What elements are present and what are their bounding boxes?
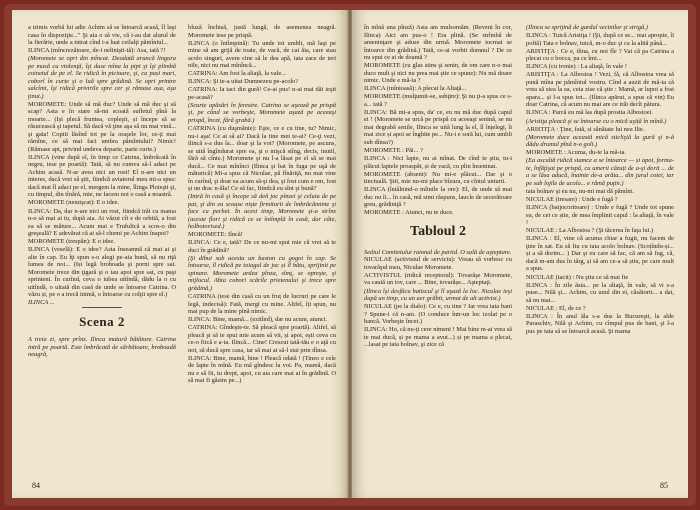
right-page [352, 10, 688, 498]
tableau-stage-direction: Sediul Comitetului raional de partid. O sală de aşteptare. [364, 248, 512, 256]
dialogue-line: CATRINA: Am fost la aliaţă, la vale... [188, 70, 286, 78]
stage-direction: (Ilinca se sprijină de gardul vecinilor şi strigă.) [526, 24, 648, 31]
dialogue-line: ARISTIŢA : Ce e, ilina, cu noi fîe ? Vai că pa Catrina a plecat cu o bocca, pa ce îmi... [526, 47, 674, 63]
dialogue-line: ILINCA : În anul ăla s-a dus la Bucureşti, la alde Paraschiv, Nilă şi Achim, cu cîmpul pus de bani, şi l-a pus pe tata să se întoarcă acasă. Şi mama [526, 312, 674, 335]
dialogue-line: ILINCA (cu ironie) : La aliaţă, în vale ! [526, 63, 627, 71]
dialogue-line: MOROMETE (cu glas stins şi senin, de om care n-o mai duce mult şi nici nu prea mai ştie ce spune): Nu mă doare nimic. Unde e mă-ta ? [364, 62, 512, 85]
page-number-left: 84 [32, 481, 40, 490]
dialogue-line: MOROMETE (nemişcat): E o idee. [28, 199, 120, 207]
dialogue-line: ILINCA (veselă): E o idee? Asta înseamnă că mai ai şi alte în cap. Eu îţi spun s-o alegi pe-aia bună, să nu riţă lumea de noi... (Iși legă broboada şi porni spre sat. Moromete trece din ţigară şi o iau apoi spre sat, cu paşi sprinteni. În curînd, ceva o iubea uitîndă, dădu la o cu uitîndă, o uitată din casă de unde se întoarse Catrina. O văzu și, pe o a trecă inimă, o întoarse cu colţii spre el.) [28, 246, 176, 299]
dialogue-line: NICULAE (tresare) : Unde e fugă ? [526, 196, 618, 204]
dialogue-line: NICULAE : El, de ce ? [526, 304, 586, 312]
dialogue-line: MOROMETE : Atunci, nu te duce. [364, 209, 454, 217]
dialogue-line: ILINCA : În zile ăsta... pe la aliaţă, în vale, să vi s-a puse... Nilă şi... Achim, cu unul din ei, căsătorit... a dat, să nu mai... [526, 281, 674, 304]
dialogue-line: ILINCA (o întîmpină): Tu unde tot umbli, mă laşi pe mine să am grijă de toate, de vacă, de cai ăia, care stau acolo singuri, avem cine să le dea apă, tata zace de teri nile, nici nu mai mînîncă... [188, 39, 336, 70]
dialogue-line: a trimis vorbă lui adie Achim să se întoarcă acasă, îl laşi casa în dispoziţie..." Şi aia o să vie, că i-au dat alurul de la fierărie, unde a intrat cînd i-a luat ceilalţi pămîntul... [28, 24, 176, 46]
dialogue-line: ILINCA : Parcă eu mă las după prostia Albostoei. [526, 109, 653, 117]
dialogue-line: ILINCA: Da, dar n-are nici un rost, fiindcă trăi cu mama n-o să mai ai tu, după aia. Ai văzut cît e de orbită, a fost ea să se măture... Acum mai e Trufulică a scos-o din greşeală? E adevărat că ai să-l chemi pe Achim înapoi? [28, 207, 176, 238]
stage-direction: (Moromete se opri din mîncat. Deodată aruncă lingura pe masă cu violenţă, îşi duse mîna la pipi şi îşi plimbă coinetul de pe el. Se ridică în picioare, şi, cu pași mari, coborî în curte şi o luă spre grădină. Se opri printre salcîmi, îşi ridică privirile spre cer şi rămase așa, aşa ţinut.) [28, 55, 176, 100]
dialogue-line: ILINCA: Şi te-a uitat Dumnezeu pe-acolo? [188, 78, 299, 86]
dialogue-line: MOROMETE (mulţumit-se, subţire): Şi nu ţi-a spus ce s-a... tată ? [364, 93, 512, 108]
dialogue-line: ILINCA: Ho, că nu-ţi cere nimeni ! Mai bine m-ai vrea să te mai ducă, și pe mama a avut...) și pe mama a plecat, ...lasat pe tata bolnav, şi zice că [364, 326, 512, 349]
dialogue-line: ILINCA: Bine, mamă... (ezitînd), dar nu acum, atunci. [188, 316, 328, 324]
dialogue-line: MOROMETE (trespăn): E o idee. [28, 238, 115, 246]
right-column-2 [526, 24, 674, 336]
dialogue-line: bluză închisă, justă lungă, de asemenea neagră. Moromete iese pe prispă. [188, 24, 336, 39]
tableau-title: Tabloul 2 [410, 223, 466, 239]
dialogue-line: ILINCA (mînioasă): A plecat la Aliaţă... [364, 85, 467, 93]
dialogue-line: CATRINA (cu duşmănie): Eşte, ce e cu tine, tu? Nimic, nu-i aşa! Ce ai să ai? Dacă la tine mei te-ai? Ce-ţi vezi, ilincă s-a dus la... doar şi la voi? (Moromete, pe ascuns, se uită îngîndurat spre ea, şi o mişcă stîng, decis, inutil, fără să cînte.) Moromete şi nu l-a lăsat pe el să se mai ducă... Ce mai mînînci (Ilinca şi bat în fuga pe uşă de măturică) Mi-a spus că Niculae, pă fînăriţă, nu mai vine în curînd, şi doar ea acum să-şi dea, şi fost cum e om, fost și un drac n-ăla! Ce să fac, fiindcă eu sînt şi bună? [188, 125, 337, 193]
dialogue-line: ILINCA: Bă mi-a spus, da' ce, eu nu mă duc după capul ei ! (Moromete se urcă pe prispă cu aceeaşi senină, se nu mai degrabă senile, Ilinca se uită lung la el, îl înțelegi, îi mai zice și apoi se înghite pe... Nu-i e soră lui, cum umbli sub dînsa?) [364, 108, 512, 146]
dialogue-line: MOROMETE : Păi... ? [364, 146, 423, 154]
dialogue-line: ILINCA : Nici lapte, nu ai mînat. De cînd te ştiu, tu-i plăcut laptele proaspăt, și de vacă, cu plin înseninat. [364, 155, 512, 170]
stage-direction: (Moromete duce această mică sticlişiă la gură şi n-ă dădu drumul pînă n-o goli.) [526, 133, 674, 149]
stage-direction: (Şi dibui sub acesta un baston cu gogoi în cap. Se întoarse, îl ridică pe toiagul de joc și îl bătu, sprijinit pe spinare. Moromete ardea pînza, sîmţ, se opreşte, şi mijlocul. Abia cobori scările prietenului şi trece spre grădină.) [188, 254, 336, 292]
stage-direction: (Intră în casă şi începe să deă joc pînzei şi celuia de pe pat, şi din ea scoase nişte firmiturii de îmbrăcăminte şi face cu pechet. În acest timp, Moromete şi-a strîns (aceste flori şi ridică ce se întîmplă în casă, dar câte, holbotovised.) [188, 193, 336, 231]
left-column-2 [188, 24, 336, 385]
scene-title: Scena 2 [79, 314, 125, 330]
dialogue-line: CATRINA: Ia taci din gură! Ce-ai pus! n-ai mai dăi ieşit pe-acasă? [188, 86, 336, 101]
dialogue-line: ARISTIŢA : La Albostoa ! Vezi, fă, că Albostoa vrea să pună mîna pe pămîntul vostru. Cînd a auzit de mă-ta că vrea să stea la ea, ceia zise că ştie : Mamă, ar lupoi a fost apara... și l-a spus tot... (Ilinca apărut, a spus că vin) Eu doar Catrina, că acum nu mai are ce trăi decît pătura. [526, 71, 674, 109]
stage-direction: (Ilinca îşi desfăcu batiscul şi îl aşază la loc. Niculae ieşi după un timp, cu un aer grăbit, urmat de alt activist.) [364, 287, 512, 303]
left-page [12, 10, 348, 498]
dialogue-line: ILINCA (mîncrezătoare, de-i nelinişti-tă): Asa, tată ?! [28, 47, 166, 55]
book-cover [4, 4, 696, 506]
stage-direction: (Aristiţa pleacă şi se întoarse cu o mică uşiță în mînă.) [526, 117, 667, 125]
dialogue-line: MOROMETE (absent): Nu mi-e plăcut... Dar şi o tinctuală. Ştii, mie nu-mi place bîzura, cu cîntul unturii. [364, 170, 512, 186]
dialogue-line: în mînă una pînză) Asta am mulsomăm. (Reveni în cor, Ilinca) Aici am pus-o ! Era plină. (Se strîmbă de ameninţare şi aduse din urmă. Moromete tocmai se întoarce din grădină.) Tată, ce-ai vorbit domnul ? De ce nu spui ce ai de doamă ? [364, 24, 512, 61]
page-number-right: 85 [660, 481, 668, 490]
dialogue-line: MOROMETE : Acuma, du-te la mă-ta. [526, 149, 626, 157]
dialogue-line: NICULAE (pe la dialo): Ce e, cu tine ? Iar vrea tata bani ? Spune-i că n-am. (O conduce într-un loc izolat pe o bancă. Vorbeşte încet.) [364, 303, 512, 326]
dialogue-line: MOROMETE: Unde să mă duc? Unde să mă duc şi să scap? Asta e în stare să-mi scoată sufletul pînă la moarte... (Iși plecă fruntea, copleşit, și începe să se răsucească şi tapetul. Să dacă vă ţine aşa să nu mai vină... şi gata! Copiii lăsînd tot pe la oraşele lor, ce-ţi mai rămîne, ce să mai faci umbra pămîntului? Nimic! (Rămase apt, privind undeva departe, parte curte.) [28, 100, 176, 153]
dialogue-line: ILINCA (întâlnind-o mîinile la ore): El, de unde să mai duc nu îi... în casă, mă simt răspuns, laucle de secerătoare greu, grădiniţă ? [364, 186, 512, 209]
dialogue-line: ILINCA: Ce e, tată? De ce nu-mi spui mie că vrei să te duci în grădină? [188, 239, 336, 254]
dialogue-line: NICULAE : La Albostoa ? (Şi tăcerea în faţa lui.) [526, 227, 654, 235]
scene-stage-direction: A treia zi, spre prînz. Ilinca matură bătăture. Catrina intră pe poartă. Este îmbrăcată de sărbătoare, broboadă neagră, [28, 336, 176, 359]
dialogue-line: ILINCA (batjocoritoare) : Unde e fugă ? Unde tot spune ea, de cei ce știe, de mea împlinit capul : la aliaţă, în vale ! [526, 204, 674, 227]
dialogue-line: NICULAE (tacit) : Nu ştiu ce să mai fie [526, 273, 629, 281]
dialogue-line: NICULAE (activistul de serviciu): Vreau să vorbesc cu tovarăşul meu, Niculae Moromete. [364, 256, 512, 271]
stage-direction: (Scurte apăsări în ferestre. Catrina se aşează pe prispă şi, pe când se vorbeşte, Moromete aşază pe aceeaşi prispă, încet, fără grabă.) [188, 101, 336, 124]
stage-direction: ILINCA ... [28, 299, 55, 307]
dialogue-line: CATRINA (iese din casă cu un fruț de lucruri pe care le legă, indecisă): Fată, mergi cu mine. Altfel, îți spun, nu mai pup de la mine pînă nimic. [188, 293, 336, 316]
dialogue-line: tata bolnav şi eu nu, nu-mi mai dă pămînt. [526, 188, 634, 196]
dialogue-line: ARISTIŢA : Ţine, fată, si sănătate lui nea Ilie. [526, 125, 645, 133]
dialogue-line: ILINCA: Bine, mamă, bine ! Pleacă odată ! (Tineo e cele de lapte în mînă. Eu mă gîndesc la voi. Pa, mamă, dacă nu e să fii, tu drept, apoi, cu aia care mai ai în grădină. O să mai fi găsim pe...) [188, 354, 336, 385]
scene-divider [82, 307, 122, 308]
dialogue-line: ILINCA : El, vine că acuma chiar a fugit, nu facem de ţine în sat. Eu să fiu cu tata acolo bolnav. (Scoțîndu-și... și a să dorim... ) Dar şi eu care să fac, că am să fug, că, dacă m-am dus în târg, și să am ce-a să știu, pe care mult a spus. [526, 235, 674, 273]
right-column-1 [364, 24, 512, 349]
dialogue-line: MOROMETE: Iîncă! [188, 231, 243, 239]
dialogue-line: ILINCA : Tuică Aristiţa ! (Şi, după ce se... mai apropie, îi poftă) Tata e bolnav, tuică, m-o duc şi ca la alită până... [526, 32, 674, 47]
dialogue-line: CATRINA: Gîndeşte-te. Să pleacă spre poartă). Altfel, să pleacă şi să te spui mie acum să vii, și apoi, eşti ceva cu ce-o fiică e a-ta. Ilincă... Cine! Crescut tată-tău e o aţă cu noi, să ducă spre casa, iar să mai ai să-l stai prin dînsa. [188, 324, 336, 354]
dialogue-line: ACTIVISTUL (ridică receptorul): Tovarăşe Moromete, va caută un tov, care ... Bine, tovarășe... Aşteptaţi. [364, 271, 512, 287]
dialogue-line: ILINCA (vine după el, în timp ce Catrina, îmbrăcată în negru, iese pe poartă): Tată, să nu cumva să-l adaci pe Achim acasă. N-ar avea nici un rost! El n-are nici un interes, dacă vrei să ştii, fiindcă aviatorul meu mi-a spus: dacă mai îl adaci pe el, mergem la mine, îlinga Ploieşti şi, cu timpul, din tînără, mie, ne facem noi o casă a noastră. [28, 153, 176, 199]
left-column-1 [28, 24, 176, 359]
stage-direction: (Ea ascultă ridică stamce a se întoarce — și apoi, forma-te, înfăţişat pe prispă, cu umerii căzuți de a-şi dorit ... de a se lăsa aducă, înainte de-a arăta... din jurul cotei, iar pe sub lojile de acolo... e rămă puţin.) [526, 157, 674, 187]
